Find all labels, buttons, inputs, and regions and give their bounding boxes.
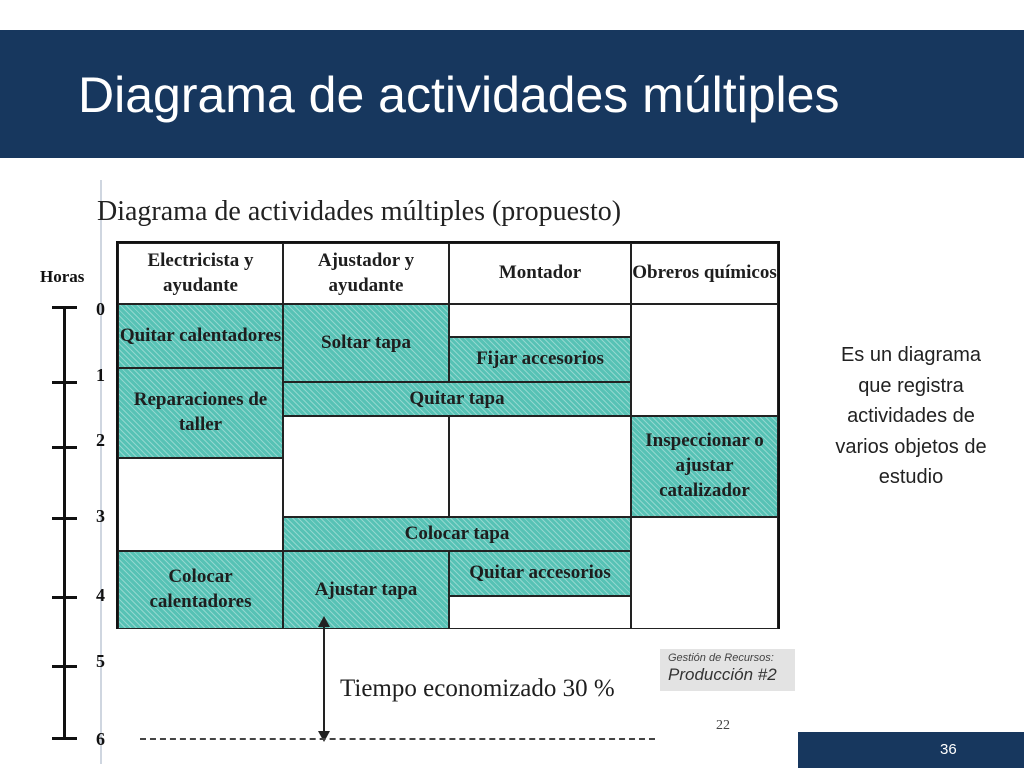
arrow-up-icon <box>318 616 330 627</box>
idle-block <box>631 517 778 629</box>
axis-tick <box>52 737 77 740</box>
idle-block <box>118 458 283 551</box>
slide-description: Es un diagrama que registra actividades de varios objetos de estudio <box>835 344 987 488</box>
activity-quitar-tapa: Quitar tapa <box>283 382 631 416</box>
axis-tick <box>52 446 77 449</box>
idle-block <box>449 596 631 629</box>
source-page-number: 22 <box>716 718 730 733</box>
axis-tick <box>52 381 77 384</box>
activity-fijar-accesorios: Fijar accesorios <box>449 337 631 382</box>
idle-block <box>449 416 631 517</box>
activity-reparaciones-taller: Reparaciones de taller <box>118 368 283 458</box>
badge-line1: Gestión de Recursos: <box>668 652 774 664</box>
column-header: Obreros químicos <box>631 243 778 304</box>
footer-bar <box>798 732 1024 768</box>
slide-number: 36 <box>940 741 957 758</box>
savings-arrow <box>323 626 325 734</box>
activity-inspeccionar-catalizador: Inspeccionar o ajustar catalizador <box>631 416 778 517</box>
time-axis <box>63 306 66 740</box>
tick-label: 6 <box>96 729 105 749</box>
source-badge <box>660 649 795 691</box>
tick-label: 4 <box>96 585 105 605</box>
badge-line2: Producción #2 <box>668 665 777 684</box>
axis-tick <box>52 306 77 309</box>
idle-block <box>449 304 631 337</box>
axis-tick <box>52 517 77 520</box>
diagram-subtitle: Diagrama de actividades múltiples (propuesto) <box>97 196 622 227</box>
tick-label: 0 <box>96 299 105 319</box>
axis-tick <box>52 665 77 668</box>
tick-label: 2 <box>96 430 105 450</box>
activity-quitar-accesorios: Quitar accesorios <box>449 551 631 596</box>
savings-label: Tiempo economizado 30 % <box>340 675 615 702</box>
activity-soltar-tapa: Soltar tapa <box>283 304 449 382</box>
activity-colocar-calentadores: Colocar calentadores <box>118 551 283 629</box>
idle-block <box>631 304 778 416</box>
axis-tick <box>52 596 77 599</box>
idle-block <box>283 416 449 517</box>
slide-title: Diagrama de actividades múltiples <box>78 67 840 123</box>
dashed-baseline <box>140 738 655 740</box>
axis-label: Horas <box>40 267 85 286</box>
tick-label: 1 <box>96 365 105 385</box>
activity-ajustar-tapa: Ajustar tapa <box>283 551 449 629</box>
activity-colocar-tapa: Colocar tapa <box>283 517 631 551</box>
arrow-down-icon <box>318 731 330 742</box>
column-header: Ajustador y ayudante <box>283 243 449 304</box>
tick-label: 3 <box>96 506 105 526</box>
tick-label: 5 <box>96 651 105 671</box>
activity-grid <box>116 241 780 629</box>
activity-quitar-calentadores: Quitar calentadores <box>118 304 283 368</box>
column-header: Electricista y ayudante <box>118 243 283 304</box>
column-header: Montador <box>449 243 631 304</box>
